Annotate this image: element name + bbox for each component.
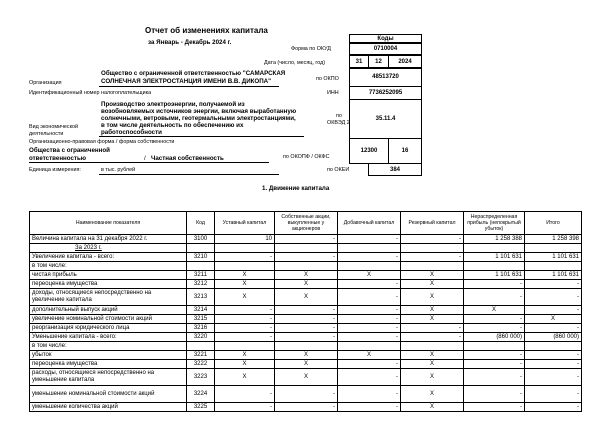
row-code: 3221 (187, 351, 215, 360)
unit-label: Единица измерения: (29, 167, 81, 173)
row-value (525, 342, 582, 351)
row-label: Увеличение капитала - всего: (30, 253, 187, 262)
row-value: - (275, 315, 338, 324)
row-value: X (215, 369, 275, 386)
row-value: - (401, 324, 464, 333)
table-row (30, 244, 582, 253)
row-value: X (275, 360, 338, 369)
row-value: - (464, 280, 525, 289)
row-value: - (338, 403, 401, 412)
row-value: - (464, 386, 525, 403)
row-value (338, 262, 401, 271)
activity-line-4: в том числе деятельность по обеспечению их (101, 122, 244, 129)
table-header-row (30, 212, 582, 235)
table-row (30, 386, 582, 403)
okopf-label: по ОКОПФ / ОКФС (283, 154, 330, 160)
activity-line-5: работоспособности (101, 129, 162, 136)
okopf-cell (349, 138, 389, 164)
activity-label-line-1: Вид экономической (29, 124, 79, 130)
row-value: - (338, 369, 401, 386)
row-value: - (338, 235, 401, 244)
row-code: 3212 (187, 280, 215, 289)
okud-label: Форма по ОКУД (291, 46, 331, 52)
row-value (215, 244, 275, 253)
row-value: - (338, 333, 401, 342)
org-underline (99, 86, 279, 87)
row-value: X (401, 369, 464, 386)
row-value: - (464, 324, 525, 333)
row-label: За 2023 г. (30, 244, 187, 253)
row-value: X (275, 369, 338, 386)
column-header: Резервный капитал (401, 212, 464, 235)
row-value: X (401, 271, 464, 280)
ownership-value: Частная собственность (151, 155, 224, 162)
legal-form-line-1: Общества с ограниченной (29, 147, 110, 154)
row-value (464, 244, 525, 253)
capital-movement-table (29, 211, 582, 412)
okud-value: 0710004 (373, 46, 398, 52)
row-value: X (275, 351, 338, 360)
okpo-label: по ОКПО (316, 76, 339, 82)
row-code (187, 342, 215, 351)
row-label: в том числе: (30, 262, 187, 271)
table-body (30, 235, 582, 412)
row-code: 3224 (187, 386, 215, 403)
row-value: X (401, 289, 464, 306)
row-value (275, 244, 338, 253)
row-value: X (275, 280, 338, 289)
row-value: X (464, 306, 525, 315)
okved-value: 35.11.4 (375, 116, 396, 122)
row-value: X (338, 351, 401, 360)
okfs-cell (388, 138, 422, 164)
row-value (401, 262, 464, 271)
unit-underline (99, 174, 279, 175)
column-header: Наименование показателя (30, 212, 187, 235)
column-header: Код (187, 212, 215, 235)
okopf-value: 12300 (360, 148, 378, 154)
activity-line-2: возобновляемых источников энергии, включая выработанную (101, 108, 297, 115)
row-value: X (525, 315, 582, 324)
row-value: X (215, 289, 275, 306)
row-value: X (275, 289, 338, 306)
row-value: - (275, 235, 338, 244)
row-code: 3213 (187, 289, 215, 306)
column-header: Добавочный капитал (338, 212, 401, 235)
inn-label: ИНН (327, 90, 339, 96)
row-value (275, 262, 338, 271)
row-value (275, 342, 338, 351)
row-label: расходы, относящиеся непосредственно на уменьшение капитала (30, 369, 187, 386)
activity-line-1: Производство электроэнергии, получаемой из (101, 101, 245, 108)
row-value: 10 (215, 235, 275, 244)
table-row (30, 333, 582, 342)
inn-value: 7736252095 (368, 90, 403, 96)
date-month: 12 (375, 59, 382, 65)
row-label: увеличение номинальной стоимости акций (30, 315, 187, 324)
activity-line-3: солнечными, ветровыми, геотермальными электростанциями, (101, 115, 296, 122)
row-code: 3223 (187, 369, 215, 386)
inn-cell (349, 86, 422, 100)
legal-form-underline (29, 162, 269, 163)
row-value: - (525, 403, 582, 412)
table-row (30, 306, 582, 315)
table-row (30, 342, 582, 351)
row-value: X (401, 280, 464, 289)
row-label: дополнительный выпуск акций (30, 306, 187, 315)
legal-form-title: Организационно-правовая форма / форма собственности (29, 139, 175, 145)
row-value: - (525, 360, 582, 369)
codes-header-cell (349, 34, 422, 43)
activity-label-line-2: деятельности (29, 131, 64, 137)
row-label: уменьшение номинальной стоимости акций (30, 386, 187, 403)
row-value: - (464, 369, 525, 386)
column-header: Нераспределенная прибыль (непокрытый убыток) (464, 212, 525, 235)
row-code: 3220 (187, 333, 215, 342)
row-value: - (215, 386, 275, 403)
row-value: - (464, 403, 525, 412)
row-value: - (338, 280, 401, 289)
row-value: - (275, 333, 338, 342)
row-value: - (338, 324, 401, 333)
row-value: X (338, 271, 401, 280)
org-label: Организация (29, 80, 62, 86)
okved-label-1: по (336, 113, 342, 119)
row-value (338, 244, 401, 253)
row-value: X (275, 271, 338, 280)
row-value: - (401, 253, 464, 262)
row-code: 3225 (187, 403, 215, 412)
date-year-cell (388, 55, 422, 68)
table-row (30, 315, 582, 324)
row-value: X (401, 403, 464, 412)
row-value (401, 244, 464, 253)
row-label: уменьшение количества акций (30, 403, 187, 412)
row-value: - (401, 235, 464, 244)
row-code: 3214 (187, 306, 215, 315)
row-value: 1 258 388 (464, 235, 525, 244)
table-row (30, 280, 582, 289)
date-month-cell (368, 55, 389, 68)
row-value: (860 000) (464, 333, 525, 342)
date-label: Дата (число, месяц, год) (264, 60, 326, 66)
row-value: 1 101 631 (464, 271, 525, 280)
row-label: чистая прибыль (30, 271, 187, 280)
row-value: - (275, 386, 338, 403)
okei-cell (368, 163, 422, 176)
row-value: - (525, 306, 582, 315)
column-header: Уставный капитал (215, 212, 275, 235)
org-name-line-2: СОЛНЕЧНАЯ ЭЛЕКТРОСТАНЦИЯ ИМЕНИ В.В. ДИКОПА" (101, 78, 272, 85)
date-year: 2024 (398, 59, 412, 65)
row-value: 1 101 631 (464, 253, 525, 262)
row-label: в том числе: (30, 342, 187, 351)
row-value: - (275, 324, 338, 333)
row-value: - (275, 253, 338, 262)
row-label: доходы, относящиеся непосредственно на увеличение капитала (30, 289, 187, 306)
table-row (30, 253, 582, 262)
row-code: 3210 (187, 253, 215, 262)
org-name-line-1: Общество с ограниченной ответственностью "САМАРСКАЯ (101, 70, 286, 77)
row-value: X (401, 386, 464, 403)
row-value: (860 000) (525, 333, 582, 342)
row-label: Уменьшение капитала - всего: (30, 333, 187, 342)
okpo-value: 48513720 (372, 74, 399, 80)
row-value: - (275, 403, 338, 412)
report-period: за Январь - Декабрь 2024 г. (148, 39, 232, 46)
report-title: Отчет об изменениях капитала (145, 26, 268, 35)
row-value: X (401, 360, 464, 369)
row-value: - (525, 351, 582, 360)
table-row (30, 369, 582, 386)
row-label: Величина капитала на 31 декабря 2022 г. (30, 235, 187, 244)
column-header: Итого (525, 212, 582, 235)
row-value (525, 244, 582, 253)
row-code: 3211 (187, 271, 215, 280)
okei-label: по ОКЕИ (327, 167, 350, 173)
table-row (30, 351, 582, 360)
okpo-cell (349, 68, 422, 87)
row-value: - (338, 315, 401, 324)
row-value: - (275, 306, 338, 315)
table-row (30, 235, 582, 244)
row-value: - (525, 324, 582, 333)
date-day: 31 (355, 59, 363, 65)
row-value: - (338, 306, 401, 315)
unit-value: в тыс. рублей (101, 167, 136, 173)
row-value: X (215, 360, 275, 369)
row-value: - (464, 315, 525, 324)
row-label: переоценка имущества (30, 360, 187, 369)
legal-form-slash: / (144, 155, 146, 162)
row-value (215, 262, 275, 271)
row-label: переоценка имущества (30, 280, 187, 289)
table-row (30, 271, 582, 280)
row-value: - (525, 280, 582, 289)
row-value (464, 342, 525, 351)
column-header: Собственные акции, выкупленные у акционеров (275, 212, 338, 235)
row-value: - (215, 324, 275, 333)
row-value (525, 262, 582, 271)
row-value: X (215, 351, 275, 360)
row-label: убыток (30, 351, 187, 360)
okud-cell (349, 43, 422, 55)
okfs-value: 16 (401, 148, 409, 154)
okved-label-2: ОКВЭД 2 (327, 120, 350, 126)
row-code: 3216 (187, 324, 215, 333)
row-value: X (401, 351, 464, 360)
codes-label: Коды (377, 36, 394, 42)
row-value: - (215, 253, 275, 262)
row-value: - (464, 351, 525, 360)
table-row (30, 360, 582, 369)
row-value: - (215, 306, 275, 315)
row-code (187, 244, 215, 253)
row-value: - (401, 333, 464, 342)
date-day-cell (349, 55, 369, 68)
row-value (464, 262, 525, 271)
row-value: - (215, 315, 275, 324)
row-value: X (215, 271, 275, 280)
row-code: 3215 (187, 315, 215, 324)
row-value: - (338, 360, 401, 369)
table-row (30, 403, 582, 412)
legal-form-line-2: ответственностью (29, 155, 87, 162)
row-value: X (401, 306, 464, 315)
row-value: X (215, 280, 275, 289)
row-value (215, 342, 275, 351)
okei-value: 384 (389, 167, 400, 173)
row-value: - (525, 289, 582, 306)
row-value: - (215, 403, 275, 412)
row-value: - (338, 289, 401, 306)
table-row (30, 324, 582, 333)
row-value: - (215, 333, 275, 342)
okved-cell (349, 99, 422, 139)
table-row (30, 262, 582, 271)
row-value: - (338, 253, 401, 262)
row-value: X (401, 315, 464, 324)
row-value: 1 258 398 (525, 235, 582, 244)
row-value: 1 101 631 (525, 253, 582, 262)
section-title: 1. Движение капитала (262, 185, 330, 192)
inn-title: Идентификационный номер налогоплательщика (29, 90, 152, 96)
row-code: 3100 (187, 235, 215, 244)
row-value (338, 342, 401, 351)
row-label: реорганизация юридического лица (30, 324, 187, 333)
row-code: 3222 (187, 360, 215, 369)
table-row (30, 289, 582, 306)
row-code (187, 262, 215, 271)
row-value: - (525, 369, 582, 386)
row-value: - (525, 386, 582, 403)
activity-underline (99, 136, 304, 137)
row-value: - (338, 386, 401, 403)
row-value: 1 101 631 (525, 271, 582, 280)
row-value: - (464, 360, 525, 369)
row-value (401, 342, 464, 351)
row-value: - (464, 289, 525, 306)
